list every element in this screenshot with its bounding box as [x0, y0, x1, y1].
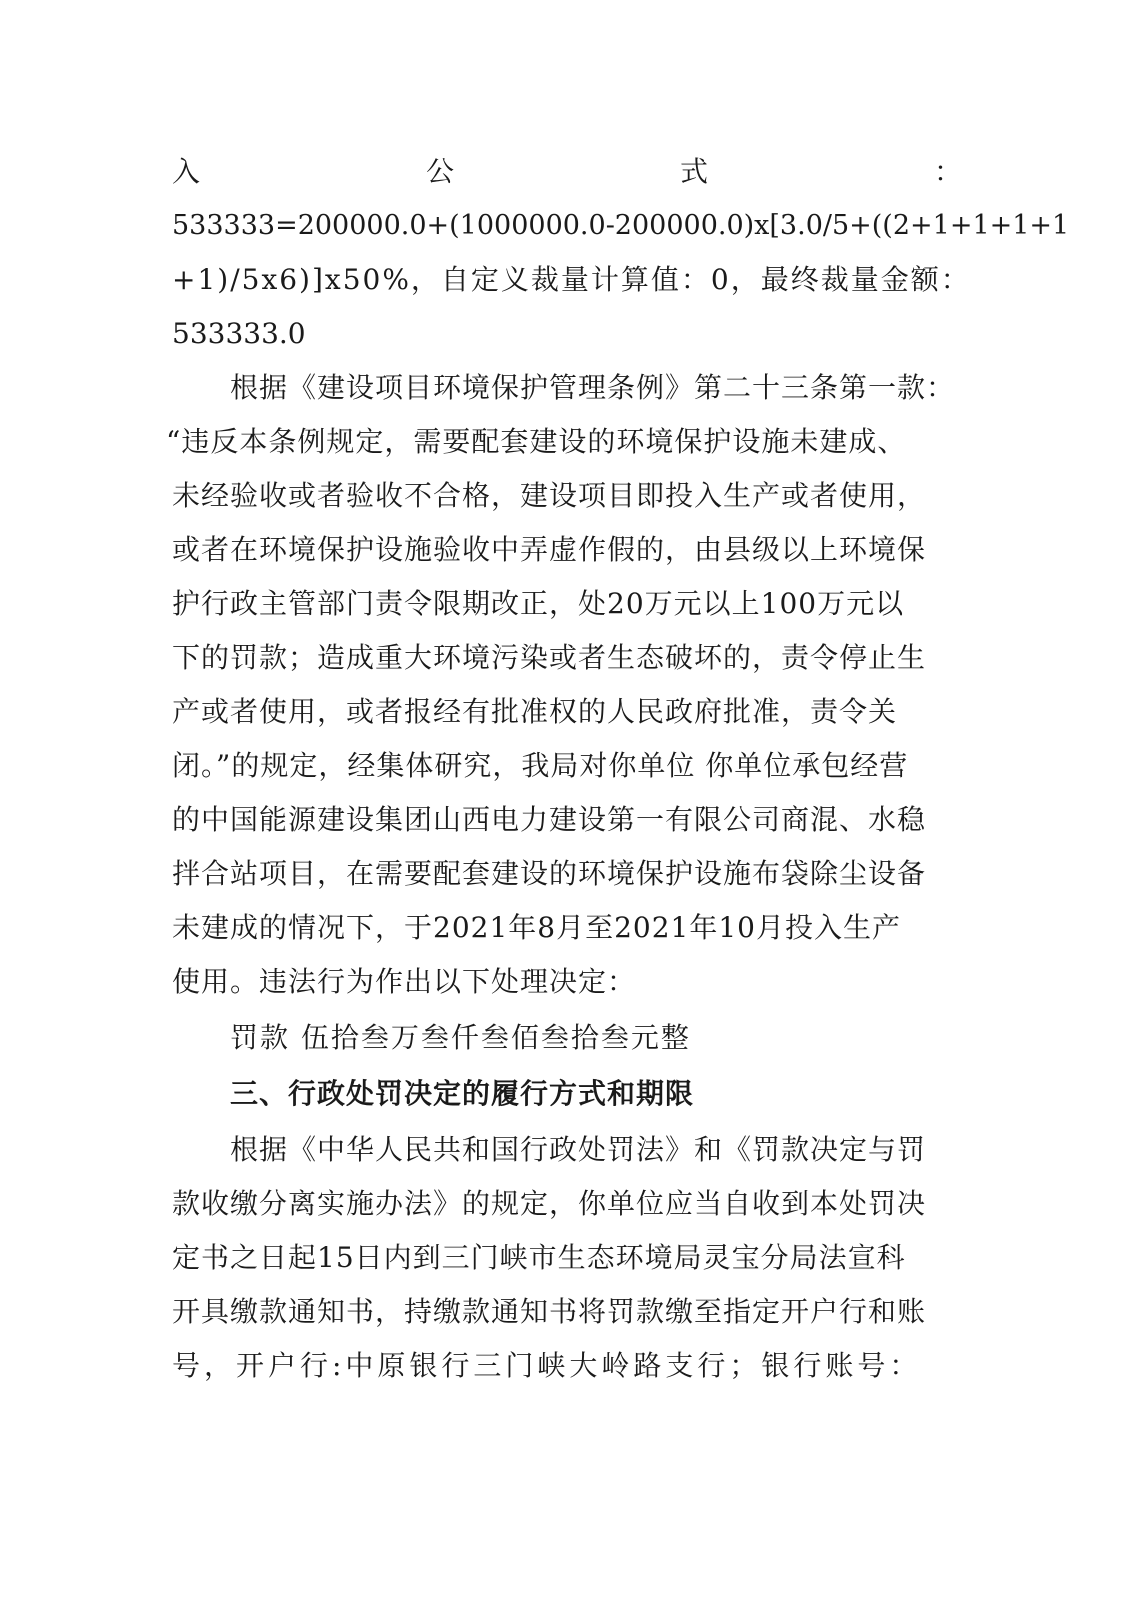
legal-basis-line-8: 闭。”的规定，经集体研究，我局对你单位 你单位承包经营: [172, 749, 909, 782]
formula-intro-char: ：: [933, 155, 962, 188]
section-heading: 三、行政处罚决定的履行方式和期限: [230, 1077, 695, 1110]
legal-basis-line-11: 未建成的情况下，于2021年8月至2021年10月投入生产: [172, 911, 901, 944]
legal-basis-line-3: 未经验收或者验收不合格，建设项目即投入生产或者使用，: [172, 479, 927, 512]
payment-line-3: 定书之日起15日内到三门峡市生态环境局灵宝分局法宣科: [172, 1241, 906, 1274]
payment-line-2: 款收缴分离实施办法》的规定，你单位应当自收到本处罚决: [172, 1187, 927, 1220]
legal-basis-line-4: 或者在环境保护设施验收中弄虚作假的，由县级以上环境保: [172, 533, 927, 566]
legal-basis-line-1: 根据《建设项目环境保护管理条例》第二十三条第一款：: [230, 371, 956, 404]
formula-result: 533333.0: [172, 317, 306, 350]
formula-intro-char: 公: [425, 155, 454, 188]
formula-intro-char: 入: [172, 155, 201, 188]
formula-intro-line: [172, 154, 962, 190]
legal-basis-line-5: 护行政主管部门责令限期改正，处20万元以上100万元以: [172, 587, 905, 620]
legal-basis-line-12: 使用。违法行为作出以下处理决定：: [172, 965, 637, 998]
legal-basis-line-9: 的中国能源建设集团山西电力建设第一有限公司商混、水稳: [172, 803, 927, 836]
formula-intro-char: 式: [679, 155, 708, 188]
formula-line-1: 533333=200000.0+(1000000.0-200000.0)x[3.0/5+((2+1+1+1+1: [172, 210, 1070, 241]
legal-basis-line-2: “违反本条例规定，需要配套建设的环境保护设施未建成、: [166, 425, 907, 458]
legal-basis-line-6: 下的罚款；造成重大环境污染或者生态破坏的，责令停止生: [172, 641, 927, 674]
legal-basis-line-7: 产或者使用，或者报经有批准权的人民政府批准，责令关: [172, 695, 898, 728]
penalty-amount: 罚款 伍拾叁万叁仟叁佰叁拾叁元整: [230, 1021, 691, 1054]
legal-basis-line-10: 拌合站项目，在需要配套建设的环境保护设施布袋除尘设备: [172, 857, 927, 890]
payment-line-1: 根据《中华人民共和国行政处罚法》和《罚款决定与罚: [230, 1133, 927, 1166]
payment-line-5: 号，开户行:中原银行三门峡大岭路支行；银行账号：: [172, 1349, 922, 1382]
formula-line-2: +1)/5x6)]x50%，自定义裁量计算值：0，最终裁量金额：: [172, 263, 971, 296]
payment-line-4: 开具缴款通知书，持缴款通知书将罚款缴至指定开户行和账: [172, 1295, 927, 1328]
